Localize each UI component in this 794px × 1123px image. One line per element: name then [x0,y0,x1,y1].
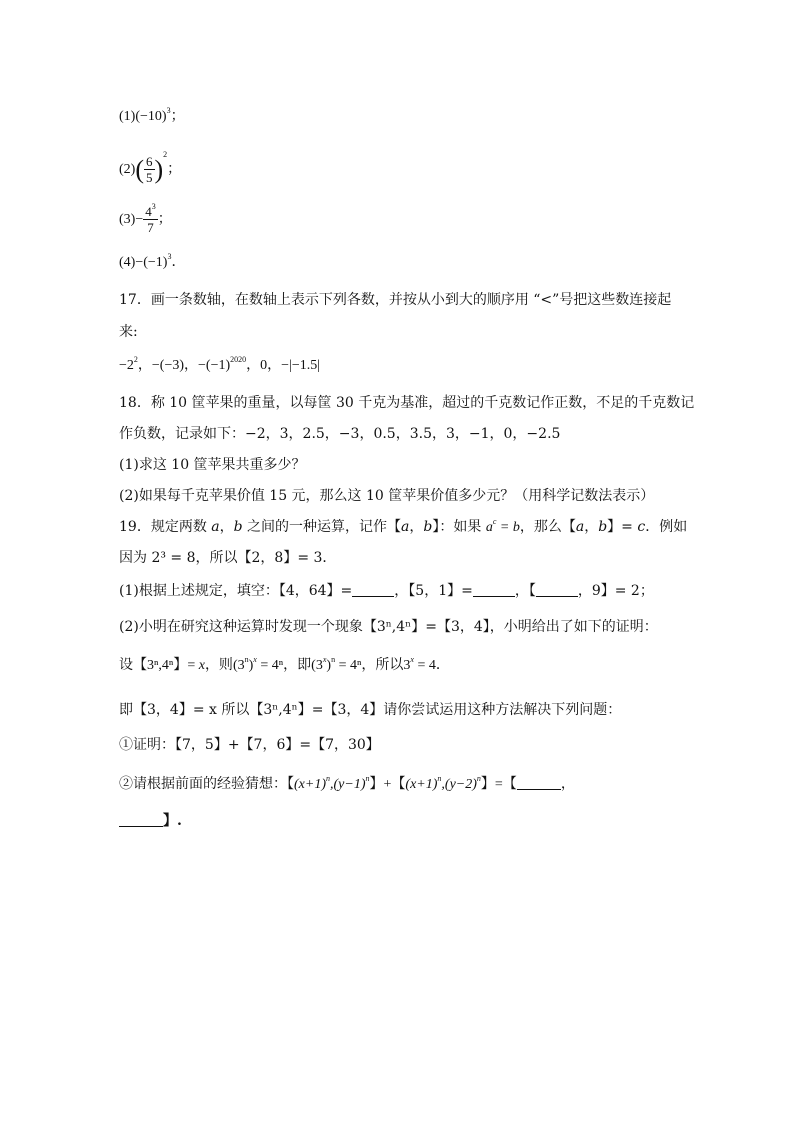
text: = 4ⁿ，即 [260,658,312,673]
text: 】=【 [480,777,517,792]
var-a: a [211,519,220,535]
denominator: 7 [147,220,154,236]
answer-blank-3[interactable] [536,582,578,597]
exponent: 2020 [230,355,247,364]
fraction [143,204,158,235]
q19-claim-1: ①证明：【7，5】+【7，6】=【7，30】 [119,737,380,753]
q17-title-line1: 17．画一条数轴，在数轴上表示下列各数，并按从小到大的顺序用 “<”号把这些数连接起 [119,292,672,308]
q19-proof-line1 [119,657,450,675]
q18-question-2: (2)如果每千克苹果价值 15 元，那么这 10 筐苹果价值多少元？（用科学记数法表示） [119,488,655,504]
text: 之间的一种运算，记作【 [242,519,402,535]
number-4: 0 [260,358,268,373]
text: 】. [163,813,182,829]
number-1: −2 [119,358,134,373]
exponent: c [492,517,497,526]
q16-item-1 [119,108,185,126]
expr: $(x+1)^n,(y-2)^n$ [405,774,481,792]
q17-numbers [119,357,320,375]
exponent: 3 [166,106,171,115]
power-expr: 3$^x$ [403,655,414,673]
separator: ， [267,358,282,373]
text: 设【3ⁿ,4ⁿ】= [119,658,199,673]
q18-line2: 作负数，记录如下：−2，3，2.5，−3，0.5，3.5，3，−1，0，−2.5 [119,426,561,442]
q19-claim-2-end [119,812,182,830]
text: ②请根据前面的经验猜想：【 [119,777,294,792]
q17-title-line2: 来: [119,324,138,340]
q18-question-1: (1)求这 10 筐苹果共重多少？ [119,457,306,473]
left-paren: ( [135,154,144,184]
exponent: 3 [151,202,156,212]
power-expr: $(3^n)^x$ [232,655,257,673]
expr: $(x+1)^n,(y-1)^n$ [294,774,370,792]
q16-item-2 [119,152,181,188]
text: = 4ⁿ，所以 [338,658,404,673]
var-b: b [423,519,433,535]
item-label: (4) [119,255,136,270]
text: = 4． [417,658,450,673]
text: 19．规定两数 [119,519,212,535]
text: ， [219,519,234,535]
var-a: a [485,520,493,535]
text: ，【5，1】= [394,583,473,599]
q19-part-2: (2)小明在研究这种运算时发现一个现象【3ⁿ,4ⁿ】=【3，4】，小明给出了如下的证明： [119,619,658,635]
q19-part-1 [119,582,654,600]
text: ， [560,777,575,792]
var-c: c [637,519,646,535]
var-b: b [233,519,243,535]
separator: ， [137,358,152,373]
right-paren: ) [154,154,164,184]
separator: ， [184,358,199,373]
punct: ； [167,162,182,177]
q16-item-3 [119,202,172,238]
punct: ； [157,212,172,227]
q18-line1: 18．称 10 筐苹果的重量，以每筐 30 千克为基准，超过的千克数记作正数，不足的千克数记 [119,395,695,411]
text: ，9】= 2； [577,583,654,599]
text: ．例如 [645,519,688,535]
exponent: 3 [167,252,172,261]
text: 】+【 [369,777,406,792]
punct: ； [170,109,185,124]
q19-line2: 因为 2³ = 8，所以【2，8】= 3． [119,550,337,566]
exponent: 2 [133,355,138,364]
punct: ． [171,255,186,270]
text: ，那么【 [519,519,576,535]
q16-item-4 [119,254,185,272]
text: (1)根据上述规定，填空：【4，64】= [119,583,353,599]
q19-line1: 19．规定两数 a，b 之间的一种运算，记作【a，b】：如果 $a^c = b$，那么【a，b】= c．例如 [119,517,688,535]
var-a: a [401,519,410,535]
var-b: b [598,519,608,535]
number-2: −(−3) [151,358,185,373]
number-3: −(−1) [198,358,231,373]
item-label: (3) [119,212,136,227]
expr: (−10) [135,109,167,124]
expr: −(−1) [135,255,168,270]
denominator: 5 [146,170,153,186]
exponent: 2 [163,150,168,159]
answer-blank-4[interactable] [517,775,561,790]
answer-blank-5[interactable] [119,812,163,827]
item-label: (1) [119,109,136,124]
var-b: b [512,520,520,535]
numerator-base: 4 [145,204,152,220]
numerator [143,204,158,220]
text: ，则 [204,658,233,673]
answer-blank-2[interactable] [473,582,515,597]
equation: $a^c = b$ [485,517,520,535]
item-label: (2) [119,162,136,177]
fraction [144,154,155,185]
answer-blank-1[interactable] [352,582,394,597]
separator: ， [246,358,261,373]
numerator: 6 [146,154,153,170]
power-expr: $(3^x)^n$ [311,655,336,673]
text: 】：如果 [432,519,486,535]
var-a: a [575,519,585,535]
q19-claim-2 [119,775,575,794]
q19-proof-line2: 即【3，4】= x 所以【3ⁿ,4ⁿ】=【3，4】请你尝试运用这种方法解决下列问题： [119,702,622,718]
minus-sign: − [135,212,144,227]
var-x: x [198,658,205,673]
text: ，【 [514,583,536,599]
number-5: −|−1.5| [281,358,321,373]
